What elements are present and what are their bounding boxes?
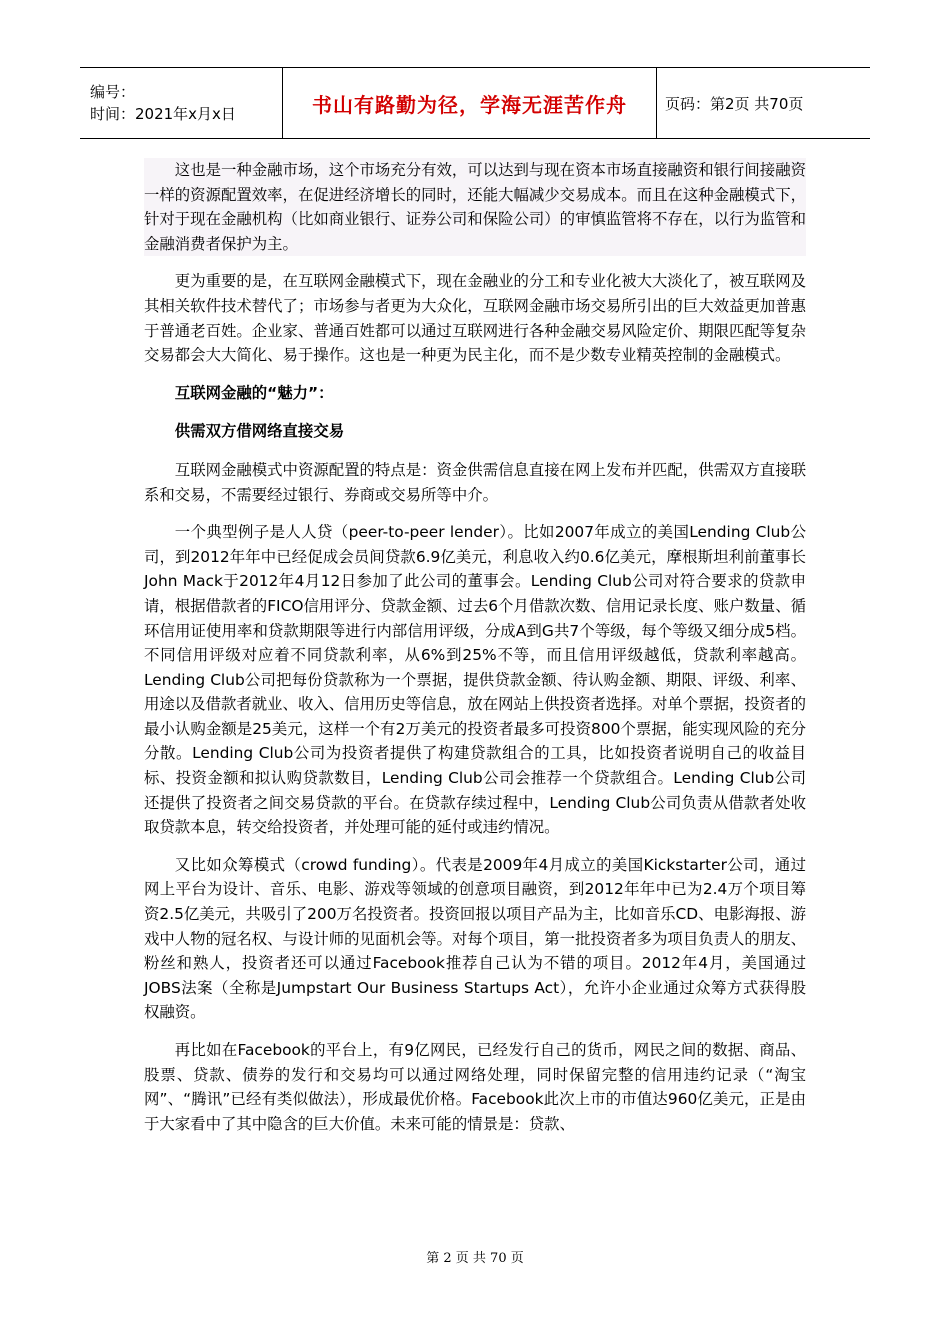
date-label: 时间：2021年x月x日 (90, 105, 236, 123)
paragraph-6: 再比如在Facebook的平台上，有9亿网民，已经发行自己的货币，网民之间的数据、商品、股票、贷款、债券的发行和交易均可以通过网络处理，同时保留完整的信用违约记录（“淘宝网”、“腾讯”已经有类似做法），形成最优价格。Facebook此次上市的市值达960亿美元，正是由于大家看中了其中隐含的巨大价值。未来可能的情景是：贷款、 (144, 1041, 806, 1133)
paragraph-4: 一个典型例子是人人贷（peer-to-peer lender）。比如2007年成立的美国Lending Club公司，到2012年年中已经促成会员间贷款6.9亿美元，利息收入约0.6亿美元，摩根斯坦利前董事长John Mack于2012年4月12日参加了此公司的董事会。Lending Club公司对符合要求的贷款申请，根据借款者的FICO信用评分、贷款金额、过去6个月借款次数、信用记录长度、账户数量、循环信用证使用率和贷款期限等进行内部信用评级，分成A到G共7个等级，每个等级又细分成5档。不同信用评级对应着不同贷款利率，从6%到25%不等，而且信用评级越低，贷款利率越高。Lending Club公司把每份贷款称为一个票据，提供贷款金额、待认购金额、期限、评级、利率、用途以及借款者就业、收入、信用历史等信息，放在网站上供投资者选择。对单个票据，投资者的最小认购金额是25美元，这样一个有2万美元的投资者最多可投资800个票据，能实现风险的充分分散。Lending Club公司为投资者提供了构建贷款组合的工具，比如投资者说明自己的收益目标、投资金额和拟认购贷款数目，Lending Club公司会推荐一个贷款组合。Lending Club公司还提供了投资者之间交易贷款的平台。在贷款存续过程中，Lending Club公司负责从借款者处收取贷款本息，转交给投资者，并处理可能的延付或违约情况。 (144, 523, 806, 837)
section-heading: 互联网金融的“魅力”： (174, 383, 334, 402)
page-footer: 第 2 页 共 70 页 (426, 1251, 524, 1266)
paragraph-1: 这也是一种金融市场，这个市场充分有效，可以达到与现在资本市场直接融资和银行间接融资一样的资源配置效率，在促进经济增长的同时，还能大幅减少交易成本。而且在这种金融模式下，针对于现在金融机构（比如商业银行、证券公司和保险公司）的审慎监管将不存在，以行为监管和金融消费者保护为主。 (144, 158, 806, 256)
paragraph-2: 更为重要的是，在互联网金融模式下，现在金融业的分工和专业化被大大淡化了，被互联网及其相关软件技术替代了；市场参与者更为大众化，互联网金融市场交易所引出的巨大效益更加普惠于普通老百姓。企业家、普通百姓都可以通过互联网进行各种金融交易风险定价、期限匹配等复杂交易都会大大简化、易于操作。这也是一种更为民主化，而不是少数专业精英控制的金融模式。 (144, 272, 806, 365)
header-info-cell (80, 68, 283, 138)
serial-label: 编号： (90, 83, 136, 101)
header-page-label: 页码：第2页 共70页 (665, 94, 804, 113)
paragraph-3: 互联网金融模式中资源配置的特点是：资金供需信息直接在网上发布并匹配，供需双方直接联系和交易，不需要经过银行、券商或交易所等中介。 (144, 460, 806, 504)
document-body (144, 158, 806, 1149)
paragraph-5: 又比如众筹模式（crowd funding）。代表是2009年4月成立的美国Kickstarter公司，通过网上平台为设计、音乐、电影、游戏等领域的创意项目融资，到2012年年中已为2.4万个项目筹资2.5亿美元，共吸引了200万名投资者。投资回报以项目产品为主，比如音乐CD、电影海报、游戏中人物的冠名权、与设计师的见面机会等。对每个项目，第一批投资者多为项目负责人的朋友、粉丝和熟人，投资者还可以通过Facebook推荐自己认为不错的项目。2012年4月，美国通过JOBS法案（全称是Jumpstart Our Business Startups Act），允许小企业通过众筹方式获得股权融资。 (144, 855, 806, 1022)
page-header (80, 67, 870, 139)
subsection-heading: 供需双方借网络直接交易 (174, 422, 345, 441)
header-motto: 书山有路勤为径，学海无涯苦作舟 (283, 68, 657, 138)
